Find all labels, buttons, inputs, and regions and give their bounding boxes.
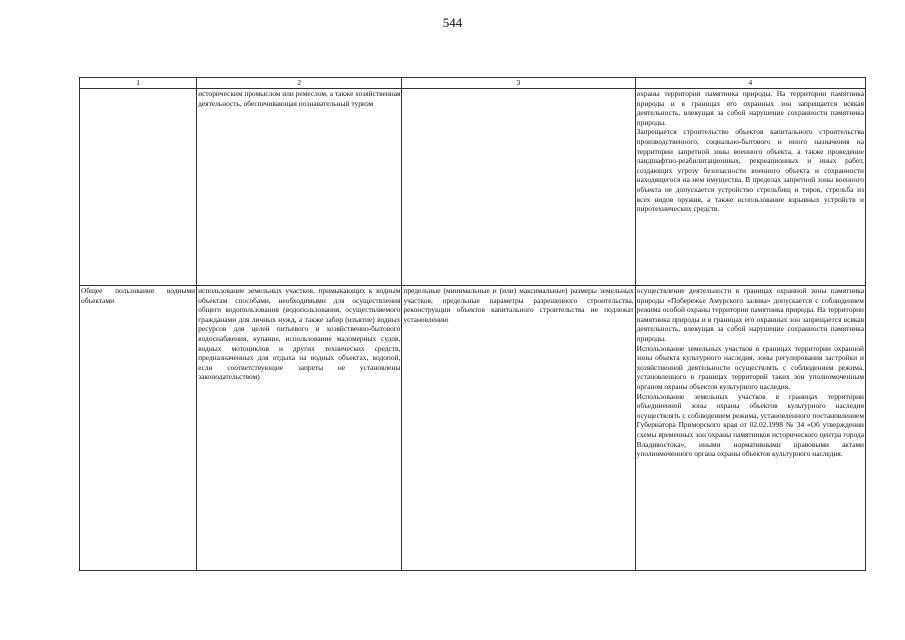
column-header-4: 4: [635, 78, 865, 89]
cell-paragraph: охраны территории памятника природы. На территории памятника природы и в границах его охранных зон запрещается всякая деятельность, влекущая за собой нарушение сохранности памятника природы.: [636, 89, 864, 127]
table-cell-restrictions: [635, 286, 865, 571]
cell-paragraph: Запрещается строительство объектов капитального строительства производственного, социально-бытового и иного назначения на территории запретной зоны военного объекта, а также проведение ландшафтно-реабилитационных, рекреационных и иных работ, создающих угрозу безопасности военного объекта и сохранности находящегося на нем имущества. В пределах запретной зоны военного объекта не допускается устройство стрельбищ и тиров, стрельба из всех видов оружия, а также использование взрывных устройств и пиротехнических средств.: [636, 127, 864, 214]
cell-paragraph: историческим промыслом или ремеслом, а также хозяйственная деятельность, обеспечивающая познавательный туризм: [198, 89, 401, 108]
cell-paragraph: Общее пользование водными объектами: [81, 286, 196, 305]
table-row: [80, 286, 866, 571]
table-header-row: [80, 78, 866, 89]
cell-paragraph: Использование земельных участков в границах территории охранной зоны объекта культурного наследия, зоны регулирования застройки и хозяйственной деятельности осуществлять с соблюдением режима, установленного в границах территорий таких зон уполномоченным органом охраны объектов культурного наследия.: [636, 343, 864, 391]
column-header-3: 3: [402, 78, 635, 89]
table-cell-parameters: [402, 89, 635, 286]
table-cell-description: [197, 286, 402, 571]
cell-paragraph: использование земельных участков, примыкающих к водным объектам способами, необходимыми для осуществления общего водопользования (водопользования, осуществляемого гражданами для личных нужд, а также забор (изъятие) водных ресурсов для целей питьевого и хозяйственно-бытового водоснабжения, купание, использование маломерных судов, водных мотоциклов и других технических средств, предназначенных для отдыха на водных объектах, водопой, если соответствующие запреты не установлены законодательством): [198, 286, 401, 382]
column-header-1: 1: [80, 78, 197, 89]
cell-paragraph: предельные (минимальные и (или) максимальные) размеры земельных участков, предельные параметры разрешенного строительства, реконструкции объектов капитального строительства не подлежат установлению: [403, 286, 634, 324]
table-cell-usage-type: [80, 89, 197, 286]
regulations-table: [79, 77, 866, 571]
column-header-2: 2: [197, 78, 402, 89]
table-row: [80, 89, 866, 286]
table-cell-description: [197, 89, 402, 286]
cell-paragraph: Использование земельных участков в границах территории объединенной зоны охраны объектов культурного наследия осуществлять с соблюдением режима, установленного постановлением Губернатора Приморского края от 02.02.1998 № 34 «Об утверждении схемы временных зон охраны памятников исторического центра города Владивостока», иными нормативными правовыми актами уполномоченного органа охраны объектов культурного наследия.: [636, 391, 864, 459]
table-cell-usage-type: [80, 286, 197, 571]
cell-paragraph: осуществление деятельности в границах охранной зоны памятника природы «Побережье Амурского залива» допускается с соблюдением режима особой охраны территории памятника природы. На территории памятника природы и в границах его охранных зон запрещается всякая деятельность, влекущая за собой нарушение сохранности памятника природы.: [636, 286, 864, 343]
table-cell-restrictions: [635, 89, 865, 286]
table-cell-parameters: [402, 286, 635, 571]
page-number: 544: [442, 15, 463, 30]
